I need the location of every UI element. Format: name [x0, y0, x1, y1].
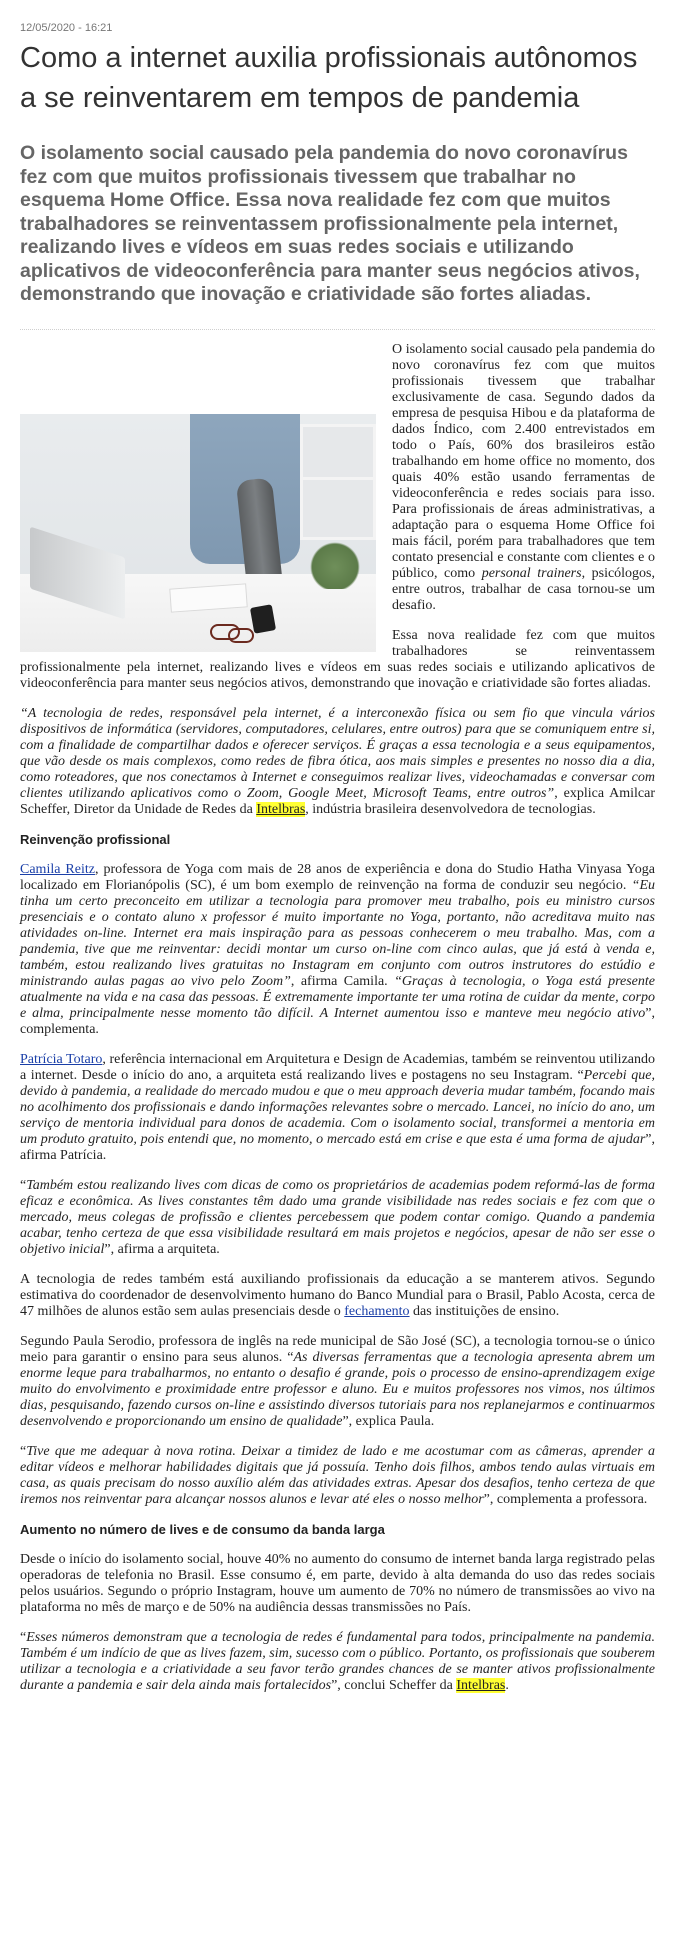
intelbras-link[interactable]: Intelbras [256, 801, 306, 817]
paragraph: Camila Reitz, professora de Yoga com mais de 28 anos de experiência e dona do Studio Hatha Vinyasa Yoga localizado em Florianópolis (SC), é um bom exemplo de reinvenção na forma de conduzir seu negócio. “Eu tinha um certo preconceito em utilizar a tecnologia para promover meu trabalho, pois eu ministro cursos presenciais e o contato aluno x professor é muito importante no Yoga, portanto, não acreditava muito nas atividades on-line. Internet era mais inspiração para as pessoas conhecerem o meu trabalho. Mas, com a pandemia, tive que me reinventar: decidi montar um curso on-line com cinco aulas, que já está à venda e, também, estou realizando lives gratuitas no Instagram em conjunto com outros instrutores do estúdio e ministrando aulas pagas ao vivo pelo Zoom”, afirma Camila. “Graças à tecnologia, o Yoga está presente atualmente na vida e na casa das pessoas. É extremamente importante ter uma rotina de cuidar da mente, corpo e alma, principalmente nesse momento tão difícil. A Internet aumentou isso e manteve meu negócio ativo”, complementa. [20, 861, 656, 1037]
page-title: Como a internet auxilia profissionais autônomos a se reinventarem em tempos de pandemia [20, 42, 638, 114]
divider [20, 329, 655, 330]
paragraph: O isolamento social causado pela pandemia do novo coronavírus fez com que muitos profissionais tivessem que trabalhar exclusivamente de casa. Segundo dados da empresa de pesquisa Hibou e da plataforma de dados Índico, com 2.400 entrevistados em todo o País, 60% dos brasileiros estão trabalhando em home office no momento, dos quais 40% estão usando ferramentas de videoconferência e redes sociais para isso. Para profissionais de áreas administrativas, a adaptação para o esquema Home Office foi mais fácil, porém para trabalhadores que tem contato presencial e constante com clientes e o público, como personal trainers, psicólogos, entre outros, trabalhar de casa tornou-se um desafio. [392, 341, 656, 613]
paragraph: Essa nova realidade fez com que muitos trabalhadores se reinventassem profissionalmente pela internet, realizando lives e vídeos em suas redes sociais e utilizando aplicativos de videoconferência para manter seus negócios ativos, demonstrando que inovação e criatividade são fortes aliadas. [20, 627, 655, 691]
section-heading: Aumento no número de lives e de consumo da banda larga [20, 1521, 385, 1537]
shelf-shape [300, 424, 376, 540]
publish-date: 12/05/2020 - 16:21 [20, 22, 113, 34]
section-heading: Reinvenção profissional [20, 831, 171, 847]
paragraph: “Tive que me adequar à nova rotina. Deixar a timidez de lado e me acostumar com as câmeras, aprender a editar vídeos e melhorar habilidades digitais que já possuía. Tenho dois filhos, ambos tendo aulas virtuais em casa, as quais precisam do nosso auxílio além das atividades extras. Apesar dos desafios, tenho certeza de que iremos nos reinventar para alcançar nossos alunos e levar até eles o nosso melhor”, complementa a professora. [20, 1443, 655, 1507]
intelbras-link[interactable]: Intelbras [456, 1677, 506, 1693]
fechamento-link[interactable]: fechamento [344, 1303, 410, 1319]
paragraph: Desde o início do isolamento social, houve 40% no aumento do consumo de internet banda larga registrado pelas operadoras de telefonia no Brasil. Esse consumo é, em parte, devido à alta demanda do uso das redes sociais pelos usuários. Segundo o próprio Instagram, houve um aumento de 70% no número de transmissões ao vivo na plataforma no mês de março e de 50% na audiência dessas transmissões no País. [20, 1551, 655, 1615]
paragraph: Segundo Paula Serodio, professora de inglês na rede municipal de São José (SC), a tecnologia tornou-se o único meio para garantir o ensino para seus alunos. “As diversas ferramentas que a tecnologia apresenta abrem um enorme leque para trabalharmos, no entanto o desafio é grande, pois o processo de ensino-aprendizagem exige muito do envolvimento e proximidade entre professor e aluno. Eu e muitos professores nos vimos, nos últimos dias, pesquisando, fazendo cursos on-line e assistindo diversos tutoriais para nos replanejarmos e continuarmos desenvolvendo e proporcionando um ensino de qualidade”, explica Paula. [20, 1333, 655, 1429]
paragraph: “A tecnologia de redes, responsável pela internet, é a interconexão física ou sem fio que vincula vários dispositivos de informática (servidores, computadores, celulares, entre outros) para que se comuniquem entre si, com a finalidade de compartilhar dados e oferecer serviços. É graças a essa tecnologia e a seus equipamentos, que vão desde os mais complexos, como redes de fibra ótica, aos mais simples e presentes no nosso dia a dia, como roteadores, que nos conectamos à Internet e conseguimos realizar lives, videochamadas e conversar com clientes utilizando aplicativos como o Zoom, Google Meet, Microsoft Teams, entre outros”, explica Amilcar Scheffer, Diretor da Unidade de Redes da Intelbras, indústria brasileira desenvolvedora de tecnologias. [20, 705, 655, 817]
glasses-shape [228, 628, 254, 643]
notebook-shape [169, 583, 247, 612]
article-lead: O isolamento social causado pela pandemia do novo coronavírus fez com que muitos profissionais tivessem que trabalhar no esquema Home Office. Essa nova realidade fez com que muitos trabalhadores se reinventassem profissionalmente pela internet, realizando lives e vídeos em suas redes sociais e utilizando aplicativos de videoconferência para manter seus negócios ativos, demonstrando que inovação e criatividade são fortes aliadas. [20, 142, 640, 305]
article-body [20, 342, 655, 1694]
paragraph: A tecnologia de redes também está auxiliando profissionais da educação a se manterem ativos. Segundo estimativa do coordenador de desenvolvimento humano do Banco Mundial para o Brasil, Pablo Acosta, cerca de 47 milhões de alunos estão sem aulas presenciais desde o fechamento das instituições de ensino. [20, 1271, 655, 1319]
paragraph: Patrícia Totaro, referência internacional em Arquitetura e Design de Academias, também se reinventou utilizando a internet. Desde o início do ano, a arquiteta está realizando lives e postagens no seu Instagram. “Percebi que, devido à pandemia, a realidade do mercado mudou e que o meu approach deveria mudar também, focando mais no acolhimento dos profissionais e dando informações relevantes sobre o mercado. Lancei, no início do ano, um serviço de mentoria individual para donos de academia. Com o isolamento social, transformei a mentoria em um produto gratuito, pois entendi que, no momento, o mercado está em crise e que esta é uma forma de ajudar”, afirma Patrícia. [20, 1051, 655, 1163]
paragraph: “Esses números demonstram que a tecnologia de redes é fundamental para todos, principalmente na pandemia. Também é um indício de que as lives fazem, sim, sucesso com o público. Portanto, os profissionais que souberem utilizar a tecnologia e a criatividade a seu favor terão grandes chances de se manter ativos profissionalmente durante a pandemia e sair dela ainda mais fortalecidos”, conclui Scheffer da Intelbras. [20, 1629, 655, 1693]
camila-reitz-link[interactable]: Camila Reitz [20, 861, 95, 877]
patricia-totaro-link[interactable]: Patrícia Totaro [20, 1051, 103, 1067]
phone-shape [250, 604, 276, 633]
plant-shape [310, 534, 360, 589]
article-photo [20, 414, 376, 652]
paragraph: “Também estou realizando lives com dicas de como os proprietários de academias podem reformá-las de forma eficaz e econômica. As lives constantes têm dado uma grande visibilidade nas redes sociais e fez com que o mercado, meus colegas de profissão e clientes percebessem que podem contar comigo. Quando a pandemia acabar, tenho certeza de que essa visibilidade resultará em mais projetos e negócios, apesar de não ser esse o objetivo inicial”, afirma a arquiteta. [20, 1177, 655, 1257]
